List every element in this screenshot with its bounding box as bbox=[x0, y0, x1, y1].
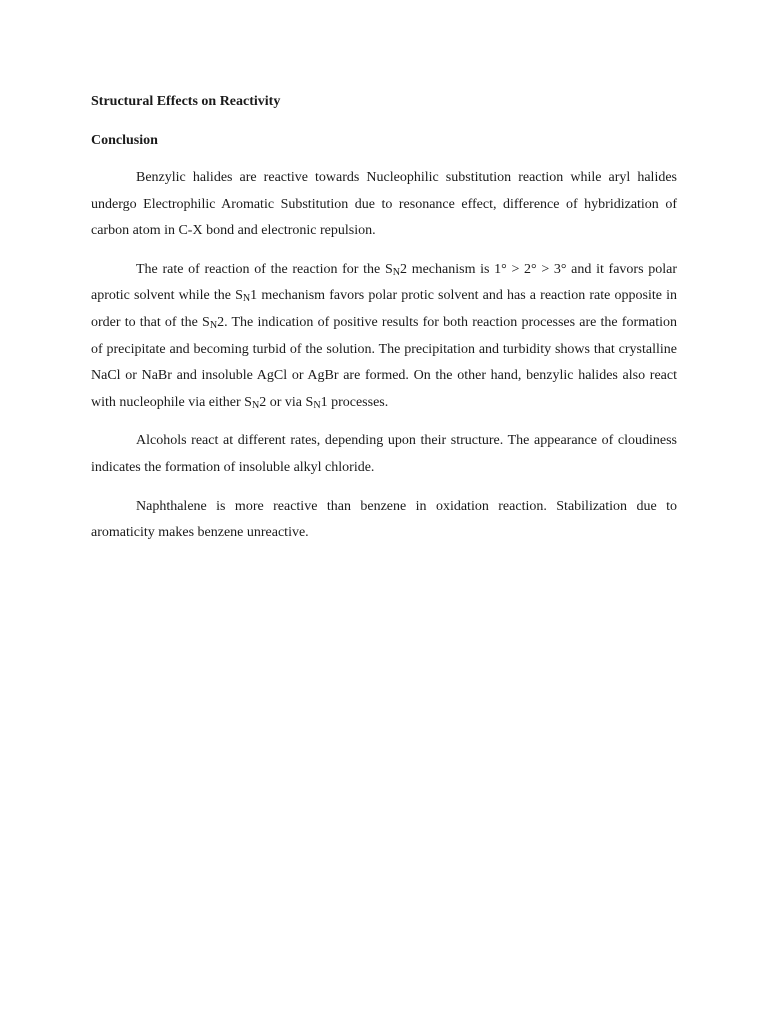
paragraph-text: 2 mechanism is 1° > 2° > 3° and it favors polar aprotic solvent while the S bbox=[91, 261, 677, 304]
paragraph-text: 2 or via S bbox=[259, 394, 314, 410]
paragraph-3: Alcohols react at different rates, depending upon their structure. The appearance of cloudiness indicates the formation of insoluble alkyl chloride. bbox=[91, 433, 677, 475]
paragraph-text: 1 processes. bbox=[320, 394, 389, 410]
paragraph-1: Benzylic halides are reactive towards Nucleophilic substitution reaction while aryl halides undergo Electrophilic Aromatic Substitution due to resonance effect, difference of hybridization of carbon atom in C-X bond and electronic repulsion. bbox=[91, 170, 677, 239]
document-title: Structural Effects on Reactivity bbox=[91, 94, 281, 109]
subscript-n: N bbox=[392, 266, 401, 278]
paragraph-text: 1 mechanism favors polar protic solvent and has a reaction rate opposite in order to that of the S bbox=[91, 288, 677, 330]
paragraph-2 bbox=[91, 257, 677, 417]
subscript-n: N bbox=[251, 399, 260, 411]
paragraph-text: 2. The indication of positive results for both reaction processes are the formation of precipitate and becoming turbid of the solution. The precipitation and turbidity shows that crystalline NaCl or NaBr and insoluble AgCl or AgBr are formed. On the other hand, benzylic halides also react with nucleophile via either S bbox=[91, 314, 677, 410]
subscript-n: N bbox=[313, 399, 321, 411]
subscript-n: N bbox=[242, 293, 251, 305]
paragraph-4: Naphthalene is more reactive than benzene in oxidation reaction. Stabilization due to aromaticity makes benzene unreactive. bbox=[91, 498, 677, 541]
section-heading: Conclusion bbox=[91, 133, 158, 148]
paragraph-text: The rate of reaction of the reaction for the S bbox=[136, 261, 393, 277]
document-body bbox=[91, 92, 677, 547]
subscript-n: N bbox=[209, 319, 218, 331]
